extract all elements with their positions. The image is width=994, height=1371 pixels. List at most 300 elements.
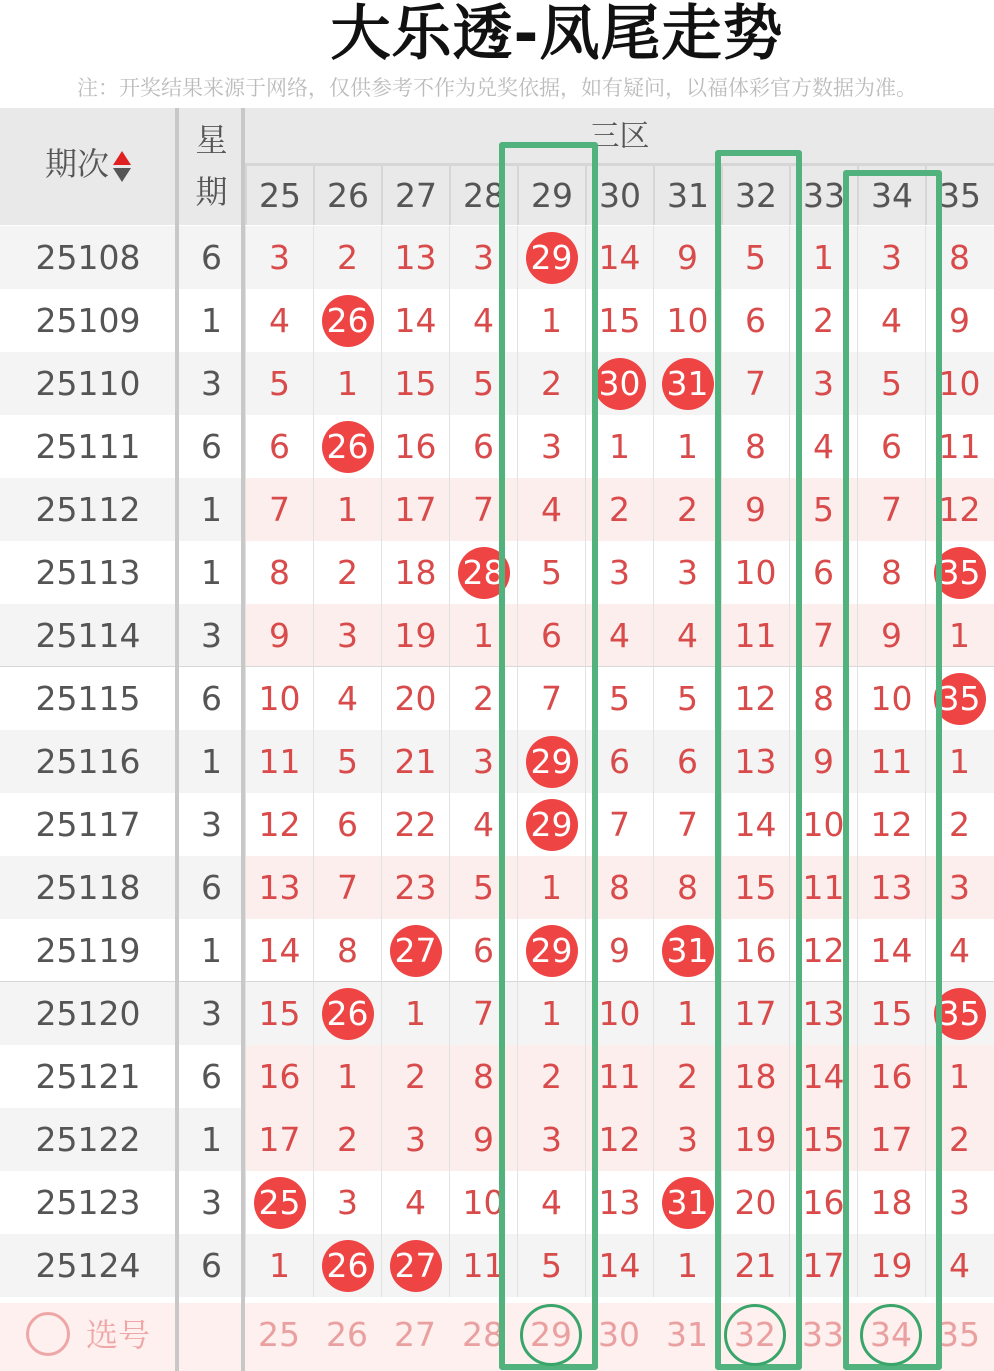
number-cell [381, 289, 449, 352]
miss-count: 13 [734, 742, 777, 781]
period-cell: 25115 [35, 679, 141, 718]
miss-count: 17 [802, 1246, 845, 1285]
miss-count: 1 [949, 1057, 970, 1096]
number-cell [381, 1234, 449, 1297]
miss-count: 3 [541, 1120, 562, 1159]
number-cell [653, 289, 721, 352]
miss-count: 7 [813, 616, 834, 655]
miss-count: 12 [870, 805, 913, 844]
weekday-cell: 6 [201, 1246, 222, 1285]
miss-count: 2 [405, 1057, 426, 1096]
miss-count: 2 [541, 1057, 562, 1096]
weekday-cell: 1 [201, 490, 222, 529]
page-title: 大乐透-凤尾走势 [330, 0, 784, 69]
number-cell [245, 541, 313, 604]
miss-count: 11 [802, 868, 845, 907]
miss-count: 1 [473, 616, 494, 655]
number-cell [245, 667, 313, 730]
miss-count: 1 [405, 994, 426, 1033]
miss-count: 15 [870, 994, 913, 1033]
number-cell [313, 541, 381, 604]
miss-count: 15 [598, 301, 641, 340]
drawn-number-ball: 31 [662, 1177, 714, 1229]
number-cell [653, 1234, 721, 1297]
sort-arrows-icon[interactable] [113, 151, 131, 182]
miss-count: 1 [677, 427, 698, 466]
number-cell [653, 415, 721, 478]
miss-count: 9 [473, 1120, 494, 1159]
select-number-32[interactable]: 32 [734, 1315, 776, 1354]
miss-count: 3 [337, 616, 358, 655]
weekday-cell: 6 [201, 1057, 222, 1096]
miss-count: 8 [745, 427, 766, 466]
drawn-number-ball: 31 [662, 358, 714, 410]
miss-count: 13 [598, 1183, 641, 1222]
miss-count: 5 [745, 238, 766, 277]
miss-count: 14 [258, 931, 301, 970]
week-header [180, 108, 243, 225]
miss-count: 18 [734, 1057, 777, 1096]
miss-count: 16 [734, 931, 777, 970]
miss-count: 6 [677, 742, 698, 781]
number-cell [313, 856, 381, 919]
miss-count: 3 [949, 868, 970, 907]
column-header-32: 32 [721, 166, 789, 225]
period-cell: 25124 [35, 1246, 141, 1285]
number-cell [245, 226, 313, 289]
miss-count: 1 [337, 490, 358, 529]
period-cell: 25121 [35, 1057, 141, 1096]
number-cell [381, 667, 449, 730]
miss-count: 11 [870, 742, 913, 781]
number-cell [381, 982, 449, 1045]
miss-count: 11 [462, 1246, 505, 1285]
miss-count: 12 [258, 805, 301, 844]
miss-count: 1 [541, 868, 562, 907]
select-number-25[interactable]: 25 [258, 1315, 300, 1354]
miss-count: 5 [541, 1246, 562, 1285]
weekday-cell: 1 [201, 301, 222, 340]
selected-circle-34 [860, 1304, 922, 1366]
miss-count: 6 [881, 427, 902, 466]
number-cell [653, 667, 721, 730]
miss-count: 6 [541, 616, 562, 655]
miss-count: 5 [473, 868, 494, 907]
highlight-box-32 [715, 150, 802, 1370]
miss-count: 7 [677, 805, 698, 844]
drawn-number-ball: 30 [594, 358, 646, 410]
miss-count: 15 [394, 364, 437, 403]
miss-count: 7 [745, 364, 766, 403]
miss-count: 3 [541, 427, 562, 466]
number-cell [313, 1108, 381, 1171]
miss-count: 7 [541, 679, 562, 718]
miss-count: 16 [802, 1183, 845, 1222]
miss-count: 8 [949, 238, 970, 277]
miss-count: 5 [269, 364, 290, 403]
select-number-30[interactable]: 30 [598, 1315, 640, 1354]
week-header-char-2: 期 [195, 173, 228, 211]
weekday-cell: 1 [201, 553, 222, 592]
miss-count: 15 [802, 1120, 845, 1159]
period-cell: 25113 [35, 553, 141, 592]
number-cell [381, 856, 449, 919]
miss-count: 10 [938, 364, 981, 403]
miss-count: 6 [609, 742, 630, 781]
number-cell [313, 604, 381, 667]
period-cell: 25116 [35, 742, 141, 781]
miss-count: 8 [609, 868, 630, 907]
number-cell [653, 793, 721, 856]
miss-count: 21 [734, 1246, 777, 1285]
miss-count: 5 [473, 364, 494, 403]
miss-count: 12 [938, 490, 981, 529]
miss-count: 4 [609, 616, 630, 655]
weekday-cell: 1 [201, 931, 222, 970]
number-cell [245, 604, 313, 667]
number-cell [381, 226, 449, 289]
miss-count: 17 [258, 1120, 301, 1159]
miss-count: 1 [541, 994, 562, 1033]
drawn-number-ball: 31 [662, 925, 714, 977]
drawn-number-ball: 27 [390, 1240, 442, 1292]
weekday-cell: 3 [201, 805, 222, 844]
weekday-cell: 3 [201, 616, 222, 655]
miss-count: 8 [881, 553, 902, 592]
period-cell: 25120 [35, 994, 141, 1033]
number-cell [245, 1171, 313, 1234]
number-cell [653, 1108, 721, 1171]
miss-count: 10 [666, 301, 709, 340]
miss-count: 13 [394, 238, 437, 277]
miss-count: 3 [473, 742, 494, 781]
miss-count: 19 [734, 1120, 777, 1159]
number-cell [313, 667, 381, 730]
miss-count: 5 [881, 364, 902, 403]
miss-count: 2 [337, 1120, 358, 1159]
number-cell [653, 1045, 721, 1108]
miss-count: 10 [802, 805, 845, 844]
miss-count: 3 [677, 1120, 698, 1159]
number-cell [313, 226, 381, 289]
miss-count: 14 [802, 1057, 845, 1096]
miss-count: 5 [337, 742, 358, 781]
week-header-char-1: 星 [195, 121, 228, 159]
column-header-35: 35 [925, 166, 993, 225]
miss-count: 17 [870, 1120, 913, 1159]
number-cell [313, 289, 381, 352]
miss-count: 16 [870, 1057, 913, 1096]
period-cell: 25109 [35, 301, 141, 340]
miss-count: 1 [609, 427, 630, 466]
radio-circle-icon[interactable] [26, 1312, 70, 1356]
miss-count: 6 [473, 931, 494, 970]
period-cell: 25108 [35, 238, 141, 277]
number-cell [381, 352, 449, 415]
period-cell: 25122 [35, 1120, 141, 1159]
miss-count: 18 [394, 553, 437, 592]
number-cell [653, 478, 721, 541]
miss-count: 8 [813, 679, 834, 718]
miss-count: 4 [337, 679, 358, 718]
number-cell [381, 478, 449, 541]
miss-count: 12 [598, 1120, 641, 1159]
drawn-number-ball: 26 [322, 421, 374, 473]
drawn-number-ball: 29 [526, 925, 578, 977]
miss-count: 4 [881, 301, 902, 340]
miss-count: 3 [337, 1183, 358, 1222]
miss-count: 7 [881, 490, 902, 529]
miss-count: 13 [870, 868, 913, 907]
number-cell [381, 604, 449, 667]
disclaimer-note: 注：开奖结果来源于网络，仅供参考不作为兑奖依据，如有疑问，以福体彩官方数据为准。 [77, 76, 917, 100]
number-cell [653, 604, 721, 667]
miss-count: 4 [473, 805, 494, 844]
drawn-number-ball: 27 [390, 925, 442, 977]
column-divider [175, 108, 179, 1371]
miss-count: 8 [473, 1057, 494, 1096]
miss-count: 14 [598, 1246, 641, 1285]
number-cell [245, 352, 313, 415]
number-cell [245, 478, 313, 541]
miss-count: 16 [394, 427, 437, 466]
miss-count: 13 [258, 868, 301, 907]
miss-count: 1 [949, 616, 970, 655]
miss-count: 6 [745, 301, 766, 340]
miss-count: 1 [677, 994, 698, 1033]
number-cell [313, 919, 381, 982]
miss-count: 14 [394, 301, 437, 340]
miss-count: 17 [394, 490, 437, 529]
miss-count: 7 [269, 490, 290, 529]
period-cell: 25112 [35, 490, 141, 529]
number-cell [313, 1234, 381, 1297]
miss-count: 9 [949, 301, 970, 340]
number-cell [653, 919, 721, 982]
drawn-number-ball: 29 [526, 736, 578, 788]
miss-count: 3 [473, 238, 494, 277]
miss-count: 8 [677, 868, 698, 907]
miss-count: 8 [337, 931, 358, 970]
miss-count: 4 [677, 616, 698, 655]
weekday-cell: 3 [201, 364, 222, 403]
period-cell: 25123 [35, 1183, 141, 1222]
miss-count: 8 [269, 553, 290, 592]
miss-count: 10 [258, 679, 301, 718]
miss-count: 21 [394, 742, 437, 781]
sort-period-header[interactable] [0, 108, 176, 225]
miss-count: 20 [734, 1183, 777, 1222]
selected-circle-29 [520, 1304, 582, 1366]
miss-count: 3 [881, 238, 902, 277]
miss-count: 19 [394, 616, 437, 655]
weekday-cell: 6 [201, 238, 222, 277]
miss-count: 5 [677, 679, 698, 718]
miss-count: 2 [949, 805, 970, 844]
miss-count: 13 [802, 994, 845, 1033]
number-cell [381, 730, 449, 793]
drawn-number-ball: 26 [322, 1240, 374, 1292]
weekday-cell: 3 [201, 1183, 222, 1222]
number-cell [381, 1045, 449, 1108]
number-cell [381, 919, 449, 982]
miss-count: 6 [813, 553, 834, 592]
select-number-label: 选号 [85, 1316, 150, 1354]
drawn-number-ball: 26 [322, 295, 374, 347]
number-cell [245, 856, 313, 919]
select-number-27[interactable]: 27 [394, 1315, 436, 1354]
miss-count: 2 [677, 490, 698, 529]
miss-count: 4 [405, 1183, 426, 1222]
weekday-cell: 1 [201, 742, 222, 781]
miss-count: 1 [949, 742, 970, 781]
highlight-box-29 [499, 142, 598, 1370]
highlight-box-34 [843, 170, 942, 1370]
miss-count: 3 [677, 553, 698, 592]
column-header-30: 30 [585, 166, 653, 225]
miss-count: 9 [813, 742, 834, 781]
miss-count: 3 [269, 238, 290, 277]
select-number-35[interactable]: 35 [938, 1315, 980, 1354]
miss-count: 4 [813, 427, 834, 466]
miss-count: 2 [949, 1120, 970, 1159]
miss-count: 1 [337, 1057, 358, 1096]
column-header-28: 28 [449, 166, 517, 225]
drawn-number-ball: 35 [934, 988, 986, 1040]
select-number-29[interactable]: 29 [530, 1315, 572, 1354]
miss-count: 14 [598, 238, 641, 277]
number-cell [313, 982, 381, 1045]
column-header-31: 31 [653, 166, 721, 225]
miss-count: 5 [609, 679, 630, 718]
miss-count: 1 [541, 301, 562, 340]
miss-count: 2 [337, 238, 358, 277]
number-cell [381, 415, 449, 478]
number-cell [313, 415, 381, 478]
number-cell [245, 1108, 313, 1171]
number-cell [245, 289, 313, 352]
number-cell [245, 730, 313, 793]
selected-circle-32 [724, 1304, 786, 1366]
miss-count: 4 [541, 1183, 562, 1222]
number-cell [245, 919, 313, 982]
miss-count: 15 [258, 994, 301, 1033]
miss-count: 5 [541, 553, 562, 592]
weekday-cell: 6 [201, 427, 222, 466]
miss-count: 4 [949, 1246, 970, 1285]
number-cell [653, 226, 721, 289]
miss-count: 2 [677, 1057, 698, 1096]
number-cell [313, 478, 381, 541]
miss-count: 7 [473, 994, 494, 1033]
miss-count: 3 [609, 553, 630, 592]
drawn-number-ball: 29 [526, 232, 578, 284]
number-cell [313, 1171, 381, 1234]
miss-count: 14 [870, 931, 913, 970]
miss-count: 2 [541, 364, 562, 403]
number-cell [313, 730, 381, 793]
miss-count: 2 [609, 490, 630, 529]
number-cell [245, 415, 313, 478]
miss-count: 7 [337, 868, 358, 907]
select-number-34[interactable]: 34 [870, 1315, 912, 1354]
column-header-25: 25 [245, 166, 313, 225]
period-cell: 25117 [35, 805, 141, 844]
column-header-33: 33 [789, 166, 857, 225]
miss-count: 4 [473, 301, 494, 340]
number-cell [313, 793, 381, 856]
select-number-26[interactable]: 26 [326, 1315, 368, 1354]
number-cell [381, 541, 449, 604]
miss-count: 11 [258, 742, 301, 781]
miss-count: 19 [870, 1246, 913, 1285]
number-cell [313, 352, 381, 415]
miss-count: 10 [870, 679, 913, 718]
select-number-33[interactable]: 33 [802, 1315, 844, 1354]
miss-count: 9 [609, 931, 630, 970]
weekday-cell: 3 [201, 994, 222, 1033]
miss-count: 1 [269, 1246, 290, 1285]
number-cell [653, 730, 721, 793]
miss-count: 4 [949, 931, 970, 970]
miss-count: 12 [802, 931, 845, 970]
miss-count: 1 [337, 364, 358, 403]
select-number-button[interactable] [0, 1303, 176, 1371]
miss-count: 6 [269, 427, 290, 466]
number-cell [245, 793, 313, 856]
select-number-28[interactable]: 28 [462, 1315, 504, 1354]
miss-count: 10 [734, 553, 777, 592]
period-header-label: 期次 [44, 145, 109, 183]
number-cell [653, 856, 721, 919]
period-cell: 25110 [35, 364, 141, 403]
weekday-cell: 6 [201, 679, 222, 718]
miss-count: 10 [462, 1183, 505, 1222]
miss-count: 6 [337, 805, 358, 844]
number-cell [653, 352, 721, 415]
miss-count: 3 [405, 1120, 426, 1159]
number-cell [245, 1045, 313, 1108]
period-cell: 25119 [35, 931, 141, 970]
miss-count: 11 [734, 616, 777, 655]
miss-count: 9 [269, 616, 290, 655]
miss-count: 7 [609, 805, 630, 844]
number-cell [653, 982, 721, 1045]
miss-count: 11 [598, 1057, 641, 1096]
drawn-number-ball: 35 [934, 547, 986, 599]
number-cell [313, 1045, 381, 1108]
miss-count: 16 [258, 1057, 301, 1096]
column-header-26: 26 [313, 166, 381, 225]
column-header-27: 27 [381, 166, 449, 225]
miss-count: 11 [938, 427, 981, 466]
period-cell: 25114 [35, 616, 141, 655]
select-number-31[interactable]: 31 [666, 1315, 708, 1354]
miss-count: 2 [473, 679, 494, 718]
column-header-34: 34 [857, 166, 925, 225]
miss-count: 12 [734, 679, 777, 718]
miss-count: 9 [677, 238, 698, 277]
weekday-cell: 1 [201, 1120, 222, 1159]
drawn-number-ball: 25 [254, 1177, 306, 1229]
drawn-number-ball: 29 [526, 799, 578, 851]
miss-count: 10 [598, 994, 641, 1033]
weekday-cell: 6 [201, 868, 222, 907]
number-cell [381, 1171, 449, 1234]
miss-count: 17 [734, 994, 777, 1033]
miss-count: 20 [394, 679, 437, 718]
miss-count: 4 [269, 301, 290, 340]
